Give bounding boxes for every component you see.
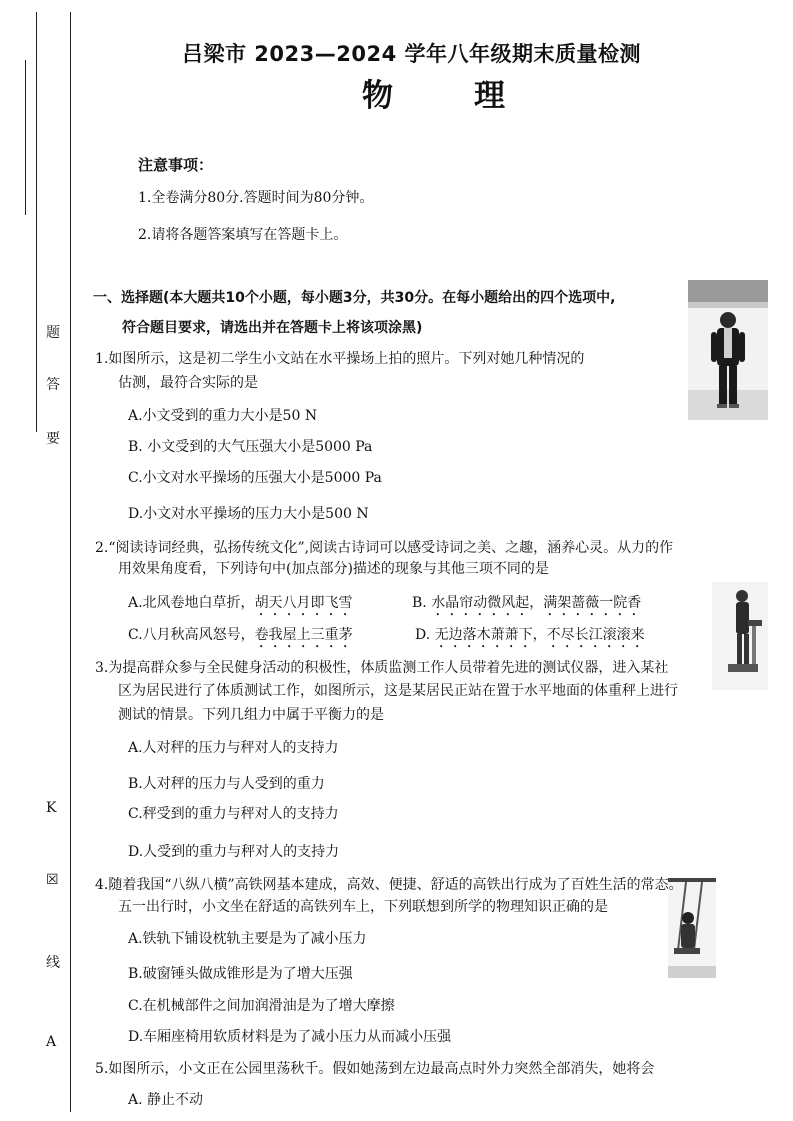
q2-option-b-prefix: B. bbox=[412, 595, 432, 611]
notice-item-2: 2.请将各题答案填写在答题卡上。 bbox=[138, 227, 348, 243]
notice-item-1: 1.全卷满分80分.答题时间为80分钟。 bbox=[138, 190, 374, 206]
margin-line-short bbox=[25, 60, 26, 215]
margin-char-ti: 题 bbox=[46, 325, 60, 341]
q2-stem-line1: 2.“阅读诗词经典，弘扬传统文化”,阅读古诗词可以感受诗词之美、之趣，涵养心灵。从力的作 bbox=[95, 540, 674, 556]
q2-option-a bbox=[128, 592, 353, 619]
subject-char-1: 物 bbox=[362, 78, 393, 114]
q1-stem-line2: 估测，最符合实际的是 bbox=[118, 375, 258, 391]
q4-option-a: A.铁轨下铺设枕轨主要是为了减小压力 bbox=[128, 931, 367, 947]
q4-option-c: C.在机械部件之间加润滑油是为了增大摩擦 bbox=[128, 998, 395, 1014]
q2-option-a-prefix: A.北风卷地白草折， bbox=[128, 595, 255, 611]
q2-option-b-dotted: 水晶帘动微风起，满架蔷薇一院香 bbox=[431, 595, 642, 611]
q3-option-d: D.人受到的重力与秤对人的支持力 bbox=[128, 844, 340, 860]
q2-option-d-dotted: 无边落木萧萧下，不尽长江滚滚来 bbox=[434, 627, 645, 643]
margin-char-box: ☒ bbox=[46, 872, 59, 888]
q1-option-a: A.小文受到的重力大小是50 N bbox=[128, 408, 318, 424]
q2-option-d-prefix: D. bbox=[415, 627, 435, 643]
section-title-line2: 符合题目要求，请选出并在答题卡上将该项涂黑) bbox=[122, 320, 423, 336]
q1-option-b: B. 小文受到的大气压强大小是5000 Pa bbox=[128, 439, 373, 455]
margin-line-outer bbox=[36, 12, 37, 432]
margin-char-yao: 要 bbox=[46, 431, 60, 447]
q3-option-c: C.秤受到的重力与秤对人的支持力 bbox=[128, 806, 339, 822]
subject-char-2: 理 bbox=[474, 78, 505, 114]
q2-option-c-dotted: 卷我屋上三重茅 bbox=[254, 627, 353, 643]
q2-option-d bbox=[415, 624, 645, 651]
q3-stem-line3: 测试的情景。下列几组力中属于平衡力的是 bbox=[118, 707, 384, 723]
notice-title: 注意事项： bbox=[138, 156, 214, 174]
q4-stem-line1: 4.随着我国“八纵八横”高铁网基本建成，高效、便捷、舒适的高铁出行成为了百姓生活的常态。 bbox=[95, 877, 683, 893]
margin-char-k: K bbox=[46, 800, 57, 816]
margin-char-xian: 线 bbox=[46, 955, 60, 971]
q2-option-b bbox=[412, 592, 641, 619]
section-title-line1: 一、选择题(本大题共10个小题，每小题3分，共30分。在每小题给出的四个选项中, bbox=[93, 290, 616, 306]
q4-option-b: B.破窗锤头做成锥形是为了增大压强 bbox=[128, 966, 353, 982]
q1-option-c: C.小文对水平操场的压强大小是5000 Pa bbox=[128, 470, 382, 486]
q2-option-a-dotted: 胡天八月即飞雪 bbox=[254, 595, 353, 611]
q2-stem-line2: 用效果角度看，下列诗句中(加点部分)描述的现象与其他三项不同的是 bbox=[118, 561, 549, 577]
student-photo bbox=[688, 280, 768, 420]
margin-char-a: A bbox=[46, 1034, 57, 1050]
q2-option-c-prefix: C.八月秋高风怒号， bbox=[128, 627, 255, 643]
scale-photo bbox=[712, 582, 768, 690]
q3-stem-line1: 3.为提高群众参与全民健身活动的积极性，体质监测工作人员带着先进的测试仪器，进入某社 bbox=[95, 660, 669, 676]
q5-stem-line1: 5.如图所示，小文正在公园里荡秋千。假如她荡到左边最高点时外力突然全部消失，她将会 bbox=[95, 1061, 655, 1077]
q3-option-a: A.人对秤的压力与秤对人的支持力 bbox=[128, 740, 339, 756]
q2-option-c bbox=[128, 624, 353, 651]
q5-option-a: A. 静止不动 bbox=[128, 1092, 204, 1108]
margin-char-da: 答 bbox=[46, 377, 60, 393]
q3-option-b: B.人对秤的压力与人受到的重力 bbox=[128, 776, 325, 792]
exam-title: 吕梁市 2023—2024 学年八年级期末质量检测 bbox=[182, 42, 642, 66]
q3-stem-line2: 区为居民进行了体质测试工作，如图所示，这是某居民正站在置于水平地面的体重秤上进行 bbox=[118, 683, 678, 699]
q4-option-d: D.车厢座椅用软质材料是为了减小压力从而减小压强 bbox=[128, 1029, 452, 1045]
q1-stem-line1: 1.如图所示，这是初二学生小文站在水平操场上拍的照片。下列对她几种情况的 bbox=[95, 351, 585, 367]
margin-line-inner bbox=[70, 12, 71, 1112]
q4-stem-line2: 五一出行时，小文坐在舒适的高铁列车上，下列联想到所学的物理知识正确的是 bbox=[118, 899, 608, 915]
q1-option-d: D.小文对水平操场的压力大小是500 N bbox=[128, 506, 369, 522]
